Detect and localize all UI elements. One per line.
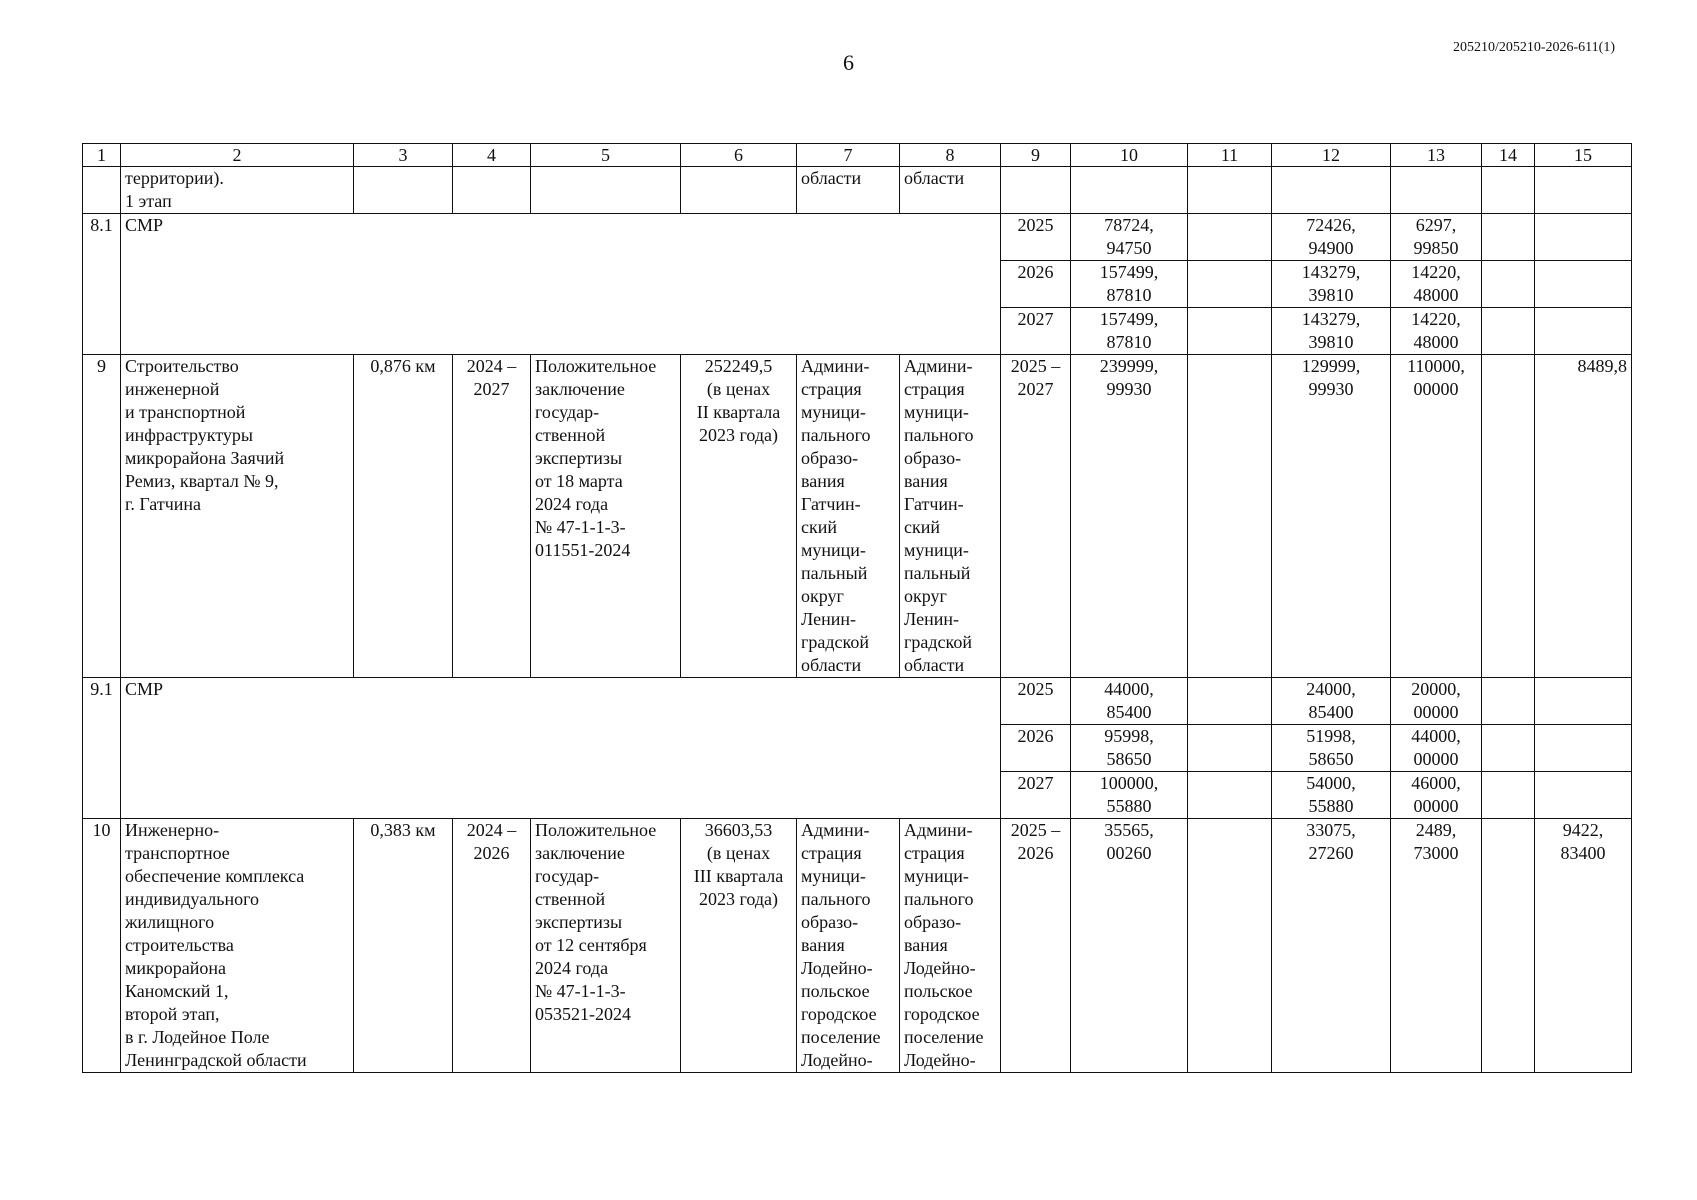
- developer-cell: Админи- страция муници- пального образо- вания Гатчин- ский муници- пальный округ Ленин- градской области: [900, 355, 1001, 678]
- page-number: 6: [843, 50, 854, 75]
- regional-amount-cell: 51998, 58650: [1272, 725, 1391, 772]
- local-amount-cell: 110000, 00000: [1391, 355, 1482, 678]
- estimated-cost-cell: 36603,53 (в ценах III квартала 2023 года): [681, 819, 797, 1073]
- total-amount-cell: 100000, 55880: [1071, 772, 1188, 819]
- customer-cell: Админи- страция муници- пального образо- вания Гатчин- ский муници- пальный округ Ленин- градской области: [797, 355, 900, 678]
- year-cell: 2025 – 2027: [1001, 355, 1071, 678]
- developer-cell: Админи- страция муници- пального образо- вания Лодейно- польское городское поселение Лодейно-: [900, 819, 1001, 1073]
- column-header: 12: [1272, 144, 1391, 167]
- local-amount-cell: 20000, 00000: [1391, 678, 1482, 725]
- total-amount-cell: 157499, 87810: [1071, 308, 1188, 355]
- regional-amount-cell: 129999, 99930: [1272, 355, 1391, 678]
- local-amount-cell: 46000, 00000: [1391, 772, 1482, 819]
- row-label: СМР: [121, 214, 1001, 355]
- customer-cell: области: [797, 167, 900, 214]
- regional-amount-cell: 72426, 94900: [1272, 214, 1391, 261]
- year-cell: 2027: [1001, 772, 1071, 819]
- year-cell: 2025: [1001, 214, 1071, 261]
- regional-amount-cell: 143279, 39810: [1272, 308, 1391, 355]
- column-header: 10: [1071, 144, 1188, 167]
- object-name-cell: Инженерно- транспортное обеспечение комплекса индивидуального жилищного строительства микрорайона Каномский 1, второй этап, в г. Лодейное Поле Ленинградской области: [121, 819, 354, 1073]
- investment-table: [82, 143, 1632, 1073]
- column-header: 5: [531, 144, 681, 167]
- column-header: 4: [453, 144, 531, 167]
- capacity-cell: 0,383 км: [354, 819, 453, 1073]
- table-row-10: [83, 819, 1632, 1073]
- object-name-cell: территории). 1 этап: [121, 167, 354, 214]
- table-row-8-1: [83, 214, 1632, 261]
- row-number: 9.1: [83, 678, 121, 819]
- object-name-cell: Строительство инженерной и транспортной инфраструктуры микрорайона Заячий Ремиз, квартал № 9, г. Гатчина: [121, 355, 354, 678]
- regional-amount-cell: 143279, 39810: [1272, 261, 1391, 308]
- column-header: 1: [83, 144, 121, 167]
- column-header: 14: [1482, 144, 1535, 167]
- total-amount-cell: 78724, 94750: [1071, 214, 1188, 261]
- local-amount-cell: 6297, 99850: [1391, 214, 1482, 261]
- year-cell: 2026: [1001, 725, 1071, 772]
- column-header: 3: [354, 144, 453, 167]
- table-row-9: [83, 355, 1632, 678]
- period-cell: 2024 – 2026: [453, 819, 531, 1073]
- local-amount-cell: 14220, 48000: [1391, 308, 1482, 355]
- remaining-cost-cell: 9422, 83400: [1535, 819, 1632, 1073]
- table-row-continuation: [83, 167, 1632, 214]
- row-number: 9: [83, 355, 121, 678]
- year-cell: 2027: [1001, 308, 1071, 355]
- column-number-row: [83, 144, 1632, 167]
- total-amount-cell: 95998, 58650: [1071, 725, 1188, 772]
- year-cell: 2025 – 2026: [1001, 819, 1071, 1073]
- row-label: СМР: [121, 678, 1001, 819]
- total-amount-cell: 44000, 85400: [1071, 678, 1188, 725]
- total-amount-cell: 157499, 87810: [1071, 261, 1188, 308]
- column-header: 2: [121, 144, 354, 167]
- year-cell: 2026: [1001, 261, 1071, 308]
- estimated-cost-cell: 252249,5 (в ценах II квартала 2023 года): [681, 355, 797, 678]
- column-header: 7: [797, 144, 900, 167]
- capacity-cell: 0,876 км: [354, 355, 453, 678]
- local-amount-cell: 14220, 48000: [1391, 261, 1482, 308]
- customer-cell: Админи- страция муници- пального образо- вания Лодейно- польское городское поселение Лодейно-: [797, 819, 900, 1073]
- remaining-cost-cell: 8489,8: [1535, 355, 1632, 678]
- regional-amount-cell: 33075, 27260: [1272, 819, 1391, 1073]
- row-number: 8.1: [83, 214, 121, 355]
- column-header: 13: [1391, 144, 1482, 167]
- expertise-cell: Положительное заключение государ- ственной экспертизы от 18 марта 2024 года № 47-1-1-3- 011551-2024: [531, 355, 681, 678]
- developer-cell: области: [900, 167, 1001, 214]
- regional-amount-cell: 54000, 55880: [1272, 772, 1391, 819]
- regional-amount-cell: 24000, 85400: [1272, 678, 1391, 725]
- column-header: 9: [1001, 144, 1071, 167]
- total-amount-cell: 35565, 00260: [1071, 819, 1188, 1073]
- column-header: 8: [900, 144, 1001, 167]
- column-header: 15: [1535, 144, 1632, 167]
- local-amount-cell: 44000, 00000: [1391, 725, 1482, 772]
- local-amount-cell: 2489, 73000: [1391, 819, 1482, 1073]
- year-cell: 2025: [1001, 678, 1071, 725]
- row-number: 10: [83, 819, 121, 1073]
- table-row-9-1: [83, 678, 1632, 725]
- total-amount-cell: 239999, 99930: [1071, 355, 1188, 678]
- expertise-cell: Положительное заключение государ- ственной экспертизы от 12 сентября 2024 года № 47-1-1-3- 053521-2024: [531, 819, 681, 1073]
- document-id: 205210/205210-2026-611(1): [1452, 40, 1615, 55]
- column-header: 6: [681, 144, 797, 167]
- period-cell: 2024 – 2027: [453, 355, 531, 678]
- column-header: 11: [1188, 144, 1272, 167]
